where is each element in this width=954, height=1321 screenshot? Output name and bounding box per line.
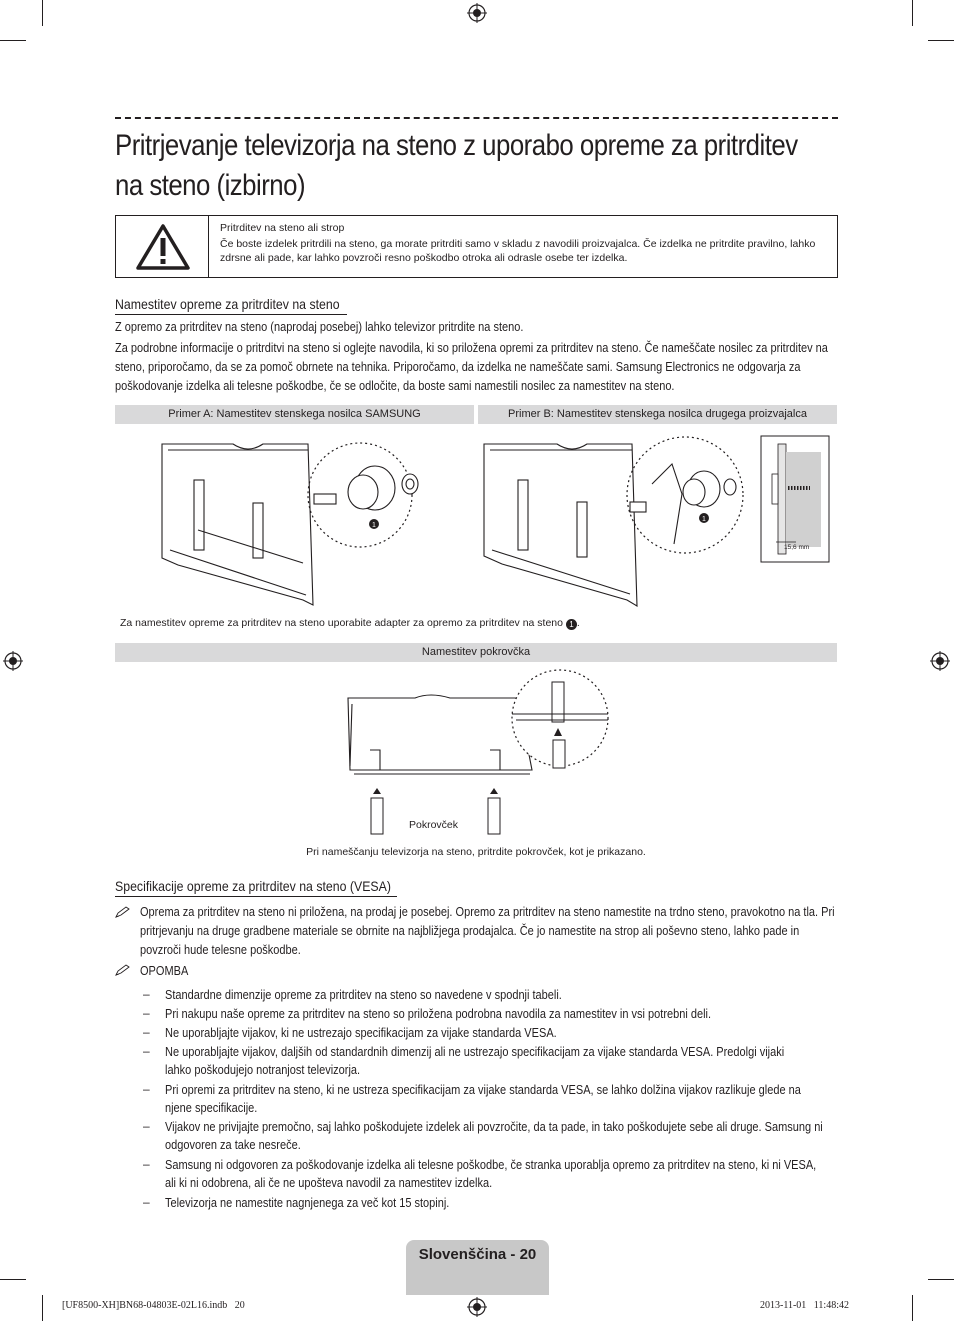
page-number-label: Slovenščina - 20 [418, 1246, 537, 1263]
marker-one-icon [566, 619, 577, 630]
file-info: [UF8500-XH]BN68-04803E-02L16.indb 20 [62, 1300, 245, 1311]
page-title-line2: na steno (izbirno) [115, 169, 306, 202]
cover-bar: Namestitev pokrovčka [115, 643, 837, 662]
warning-heading: Pritrditev na steno ali strop [220, 222, 345, 234]
crop-mark [0, 1279, 26, 1280]
list-item: Pri nakupu naše opreme za pritrditev na steno so priložena podrobna navodila za namestitev in vsi potrebni deli. [165, 1007, 712, 1021]
list-item: Vijakov ne privijajte premočno, saj lahko poškodujete izdelek ali povzročite, da ta pade, in tako poškodujete sebe ali druge. Samsung ni odgovoren za take nesreče. [165, 1120, 823, 1152]
crop-mark [912, 1295, 913, 1321]
section-heading-vesa: Specifikacije opreme za pritrditev na steno (VESA) [115, 878, 391, 894]
crop-mark [42, 0, 43, 26]
example-b-bar: Primer B: Namestitev stenskega nosilca drugega proizvajalca [478, 405, 837, 424]
example-a-bar: Primer A: Namestitev stenskega nosilca SAMSUNG [115, 405, 474, 424]
list-item: Standardne dimenzije opreme za pritrditev na steno so navedene v spodnji tabeli. [165, 988, 562, 1002]
registration-mark-icon [467, 1297, 487, 1317]
pencil-note-icon [115, 964, 131, 976]
example-a-illustration [158, 440, 448, 610]
example-b-illustration [482, 434, 832, 610]
crop-mark [0, 40, 26, 41]
crop-mark [42, 1295, 43, 1321]
list-dash: – [143, 1044, 150, 1058]
list-dash: – [143, 1119, 150, 1133]
cover-caption: Pri nameščanju televizorja na steno, pritrdite pokrovček, kot je prikazano. [306, 846, 646, 858]
list-item: Pri opremi za pritrditev na steno, ki ne ustreza specifikacijam za vijake standarda VESA, se lahko dolžina vijakov razlikuje glede na njene specifikacije. [165, 1083, 801, 1115]
list-item: Televizorja ne namestite nagnjenega za več kot 15 stopinj. [165, 1196, 450, 1210]
registration-mark-icon [3, 651, 23, 671]
warning-triangle-icon [135, 223, 191, 271]
cover-part-label: Pokrovček [409, 819, 459, 831]
intro-paragraph: Z opremo za pritrditev na steno (naprodaj posebej) lahko televizor pritrdite na steno. [115, 320, 524, 334]
adapter-caption: Za namestitev opreme za pritrditev na steno uporabite adapter za opremo za pritrditev na steno 1 . [120, 617, 580, 629]
crop-mark [928, 40, 954, 41]
page-title-line1: Pritrjevanje televizorja na steno z uporabo opreme za pritrditev [115, 129, 798, 162]
print-timestamp: 2013-11-01 11:48:42 [760, 1300, 849, 1311]
note-label: OPOMBA [140, 964, 189, 978]
details-paragraph: Za podrobne informacije o pritrditvi na steno si oglejte navodila, ki so priložena opremi za pritrditev na steno. Če nameščate nosilec za pritrditev na steno, priporočamo, da se za pomoč obrnete na tehnika. Priporočamo, da izdelka ne nameščate sami. Samsung Electronics ne odgovarja za poškodovanje izdelka ali telesne poškodbe, če se odločite, da boste sami namestili nosilec za namestitev na steno. [115, 341, 828, 393]
registration-mark-icon [930, 651, 950, 671]
list-item: Ne uporabljajte vijakov, daljših od standardnih dimenzij ali ne ustrezajo specifikacijam za vijake standarda VESA. Predolgi vijaki lahko poškodujejo notranjost televizorja. [165, 1045, 785, 1077]
registration-mark-icon [467, 3, 487, 23]
svg-text:1: 1 [702, 516, 706, 523]
list-item: Samsung ni odgovoren za poškodovanje izdelka ali telesne poškodbe, če stranka uporablja opremo za pritrditev na steno, ki ni VESA, ali ki ni odobrena, ali če ne upošteva navodil za namestitev izdelka. [165, 1158, 817, 1190]
warning-text: Če boste izdelek pritrdili na steno, ga morate pritrditi samo v skladu z navodili proizvajalca. Če izdelka ne pritrdite pravilno, lahko zdrsne ali pade, kar lahko povzroči resno poškodbo otroka ali odrasle osebe ter izdelka. [220, 238, 816, 264]
pencil-note-icon [115, 906, 131, 918]
section-heading-underline [115, 314, 347, 315]
list-dash: – [143, 1025, 150, 1039]
svg-text:1: 1 [372, 522, 376, 529]
crop-mark [928, 1279, 954, 1280]
section-heading-underline [115, 896, 397, 897]
list-dash: – [143, 1157, 150, 1171]
marker-one-label: 1 [569, 620, 574, 629]
measure-label: 15,6 mm [784, 544, 810, 551]
list-dash: – [143, 1082, 150, 1096]
page-title [115, 126, 798, 206]
title-separator [115, 117, 838, 119]
warning-divider [208, 215, 209, 278]
section-heading-installation: Namestitev opreme za pritrditev na steno [115, 296, 340, 312]
adapter-caption-text: Za namestitev opreme za pritrditev na steno uporabite adapter za opremo za pritrditev na steno [120, 617, 563, 629]
list-dash: – [143, 1195, 150, 1209]
list-dash: – [143, 987, 150, 1001]
cover-illustration [340, 670, 612, 842]
crop-mark [912, 0, 913, 26]
list-item: Ne uporabljajte vijakov, ki ne ustrezajo specifikacijam za vijake standarda VESA. [165, 1026, 557, 1040]
list-dash: – [143, 1006, 150, 1020]
note-paragraph: Oprema za pritrditev na steno ni priložena, na prodaj je posebej. Opremo za pritrditev na steno namestite na trdno steno, pravokotno na tla. Pri pritrjevanju na druge gradbene materiale se obrnite na najbližjega prodajalca. Če jo namestite na strop ali poševno steno, lahko pade in povzroči hude telesne poškodbe. [140, 905, 835, 957]
